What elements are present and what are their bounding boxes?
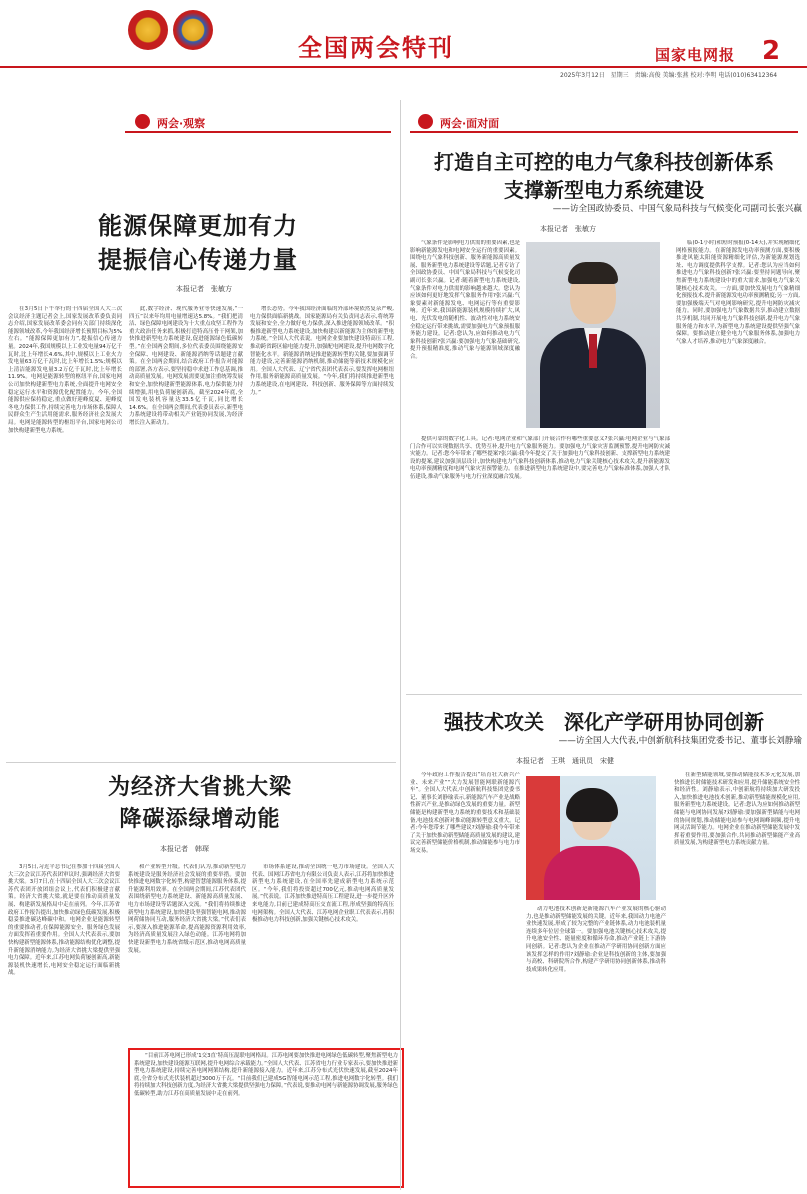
right-section-header [410, 113, 798, 133]
interview1-col1: 气象条件是影响电力供需的重要因素,也是影响新能源发电和电网安全运行的重要因素。围绕电力气象科技创新、服务新能源高质量发展、服务新型电力系统建设等话题,记者专访了全国政协委员、中国气象局科技与气候变化司副司长张兴赢。记者:随着新型电力系统建设,气象条件对电力供需的影响越来越大。您认为应该如何更好地发挥气象服务作用?张兴赢:气象要素对新能源发电、电网运行等有重要影响。近年来,我国新能源装机规模持续扩大,风电、光伏发电的随机性、波动性对电力系统安全稳定运行带来挑战,需要加强电力气象预报服务能力建设。记者:您认为,应如何推动电力气象科技创新?张兴赢:要加强电力气象基础研究,提升预报精准度,推动气象与能源领域深度融合。 [410, 240, 520, 360]
article2-col2: 和产业转型升级。代表们认为,推动新型电力系统建设是服务经济社会发展的重要举措。要加快推进电网数字化转型,构建智慧能源服务体系,提升能源利用效率。在全国两会期间,江苏代表团代表围绕新型电力系统建设、新能源高质量发展、电力市场建设等话题深入交流。“我们将持续推进新型电力系统建设,加快建设坚强智能电网,推动源网荷储协同互动,服务经济大省挑大梁。”代表们表示,要深入推进能源革命,提高能源资源利用效率,为经济高质量发展注入绿色动能。江苏电网将加快建设新型电力系统省级示范区,推动电网高质量发展。 [128, 864, 246, 954]
left-section-label: 两会·观察 [157, 117, 206, 130]
interview2-col1: 今年政府工作报告提出“培育壮大新兴产业、未来产业”“大力发展智能网联新能源汽车”。全国人大代表,中创新航科技集团党委书记、董事长刘静瑜表示,新能源汽车产业是战略性新兴产业,是推动绿色发展的重要力量。新型储能是构建新型电力系统的重要技术和基础装备,电池技术创新对推动能源转型意义重大。记者:今年您带来了哪些建议?刘静瑜:我今年带来了关于加快推动新型储能高质量发展的建议,建议完善新型储能价格机制,推动储能参与电力市场交易。 [410, 772, 520, 854]
article1-title-line1: 能源保障更加有力 [98, 211, 298, 240]
center-divider [400, 100, 401, 1190]
article1-col1: 在3月5日下午举行的十四届全国人大三次会议经济主题记者会上,国家发展改革委负责同志介绍,国家发展改革委会同有关部门持续深化能源领域改革,今年我国经济增长预期目标为5%左右。“能源保障更加有力”,提振信心传递力量。2024年,我国规模以上工业发电量94万亿千瓦时,比上年增长4.6%,其中,规模以上工业火力发电量63万亿千瓦时,比上年增长1.5%;规模以上清洁能源发电量3.2万亿千瓦时,比上年增长11.9%。电网是能源转型的枢纽平台,国家电网公司加快构建新型电力系统,全面提升电网安全稳定运行水平和资源优化配置能力。今年,全国能源供应保持稳定,重点做好迎峰度夏、迎峰度冬电力保供工作,持续完善电力市场体系,保障人民群众生产生活用能需求,服务经济社会发展大局。电网是能源转型的枢纽平台,国家电网公司加快构建新型电力系统。 [8, 306, 122, 434]
issue-weekday: 星期三 [610, 72, 629, 79]
article2-title-line2: 降碳添绿增动能 [119, 806, 281, 832]
banner-title: 全国两会特刊 [298, 34, 454, 62]
article1-col2: 此,数字经济、现代服务业等快速发展,“一四五”以来年均用电量增速达5.8%。“我们把清洁、绿色保障电网建设为十大重点攻坚工程作为重大政治任务来抓,积极打造特高压骨干网架,加快推进新型电力系统建设,促进能源绿色低碳转型。”在全国两会期间,多位代表委员围绕能源安全保障、电网建设、新能源消纳等话题建言献策。在全国两会期间,结合政府工作报告对能源的部署,各方表示,要坚持稳中求进工作总基调,推动高质量发展。电网发展需要更加注重统筹发展和安全,加快构建新型能源体系,电力保供能力持续增强,用电负荷屡创新高。截至2024年底,全国发电装机容量达33.5亿千瓦,同比增长14.6%。在全国两会期间,代表委员表示,新型电力系统建设将带动相关产业链协同发展,为经济增长注入新动力。 [129, 306, 243, 426]
article1-title-line2: 提振信心传递力量 [98, 245, 298, 274]
editor-credits: 责编:高俊 美编:张燕 校对:李明 电话(010)63412364 [634, 72, 778, 79]
issue-date: 2025年3月12日 [560, 72, 605, 79]
interview2-subtitle: ——访全国人大代表,中创新航科技集团党委书记、董事长刘静瑜 [558, 736, 802, 746]
interview2-col2: 动力电池技术创新是新能源汽车产业发展的核心驱动力,也是推动新型储能发展的关键。近年来,我国动力电池产业快速发展,形成了较为完整的产业链体系,动力电池装机量连续多年位居全球第一。要加强电池关键核心技术攻关,提升电池安全性、能量密度和循环寿命,推动产业链上下游协同创新。记者:您认为企业在推动产学研用协同创新方面应该发挥怎样的作用?刘静瑜:企业是科技创新的主体,要加强与高校、科研院所合作,构建产学研用协同创新体系,推动科技成果转化应用。 [526, 906, 666, 973]
article1-col3: 增长态势。今年我国经济面临的外部环境依然复杂严峻,电力保供面临新挑战。国家能源局有关负责同志表示,将统筹发展和安全,全力做好电力保供,深入推进能源领域改革。“积极推进新型电力系统建设,加快构建以新能源为主体的新型电力系统。”全国人大代表说。电网企业要加快建设特高压工程,推动跨省跨区输电能力提升,加强配电网建设,提升电网数字化智能化水平。新能源消纳是推进能源转型的关键,要加强调节能力建设,完善新能源消纳机制,推动储能等新技术规模化应用。全国人大代表、辽宁省代表团代表表示,要发挥电网枢纽作用,服务新能源高质量发展。“今年,我们将持续推进新型电力系统建设,在电网建设、科技创新、服务保障等方面持续发力。” [250, 306, 394, 396]
interview1-subtitle: ——访全国政协委员、中国气象局科技与气候变化司副司长张兴赢 [552, 204, 802, 214]
party-emblem-icon [128, 10, 168, 50]
left-divider [6, 762, 396, 763]
paper-name: 国家电网报 [655, 46, 736, 64]
right-divider [406, 694, 802, 695]
interviewee-photo [526, 242, 660, 428]
interview1-col2-bottom: 提供可靠的数字化工具。记者:电网企业和气象部门开展合作有哪些重要意义?张兴赢:电网企业与气象部门合作可以实现数据共享、优势互补,提升电力气象服务能力。要加强电力气象灾害监测预警,提升电网防灾减灾能力。记者:您今年带来了哪些提案?张兴赢:我今年提交了关于加强电力气象科技创新、支撑新型电力系统建设的提案,建议加强顶层设计,加快构建电力气象科技创新体系,推动电力气象关键核心技术攻关,提升新能源发电功率预测精度和电网气象灾害预警能力。在推进新型电力系统建设中,要完善电力气象标准体系,加强人才队伍建设,推动气象服务与电力行业深度融合发展。 [410, 436, 670, 480]
interview1-title-line1: 打造自主可控的电力气象科技创新体系 [434, 150, 774, 174]
highlighted-passage: “目前江苏电网已形成‘1交3直’特高压混联电网格局。江苏电网要加快推进电网绿色低碳转型,聚焦新型电力系统建设,加快建设能源互联网,提升电网综合承载能力。”全国人大代表、江苏省电力行业专家表示,要加快推进新型电力系统建设,持续完善电网网架结构,提升新能源接入能力。近年来,江苏分布式光伏快速发展,截至2024年底,全省分布式光伏装机超过3000万千瓦。“目前我们已建成5G智能电网示范工程,推进电网数字化转型。我们将持续加大科技创新力度,为经济大省挑大梁提供坚强电力保障。”代表说,要推动电网与新能源协调发展,服务绿色低碳转型,助力江苏在高质量发展中走在前列。 [128, 1048, 404, 1188]
right-section-mark-icon [418, 114, 433, 129]
interview1-col3: 临(0-1小时)和短时预报(0-14天),并实现精细化网格预报能力。在新能源发电功率预测方面,要积极推进风能太阳能资源精细化评估,为新能源规划选址、电力调度提供科学支撑。记者:您认为应当如何推进电力气象科技创新?张兴赢:要坚持问题导向,聚焦新型电力系统建设中的重大需求,加强电力气象关键核心技术攻关。一方面,要加快发展电力气象精细化预报技术,提升新能源发电功率预测精度;另一方面,要加强极端天气对电网影响研究,提升电网防灾减灾能力。同时,要加强电力气象数据共享,推动建立数据共享机制,共同开展电力气象科技创新,提升电力气象服务能力和水平,为新型电力系统建设提供坚强气象保障。要推动建立健全电力气象服务体系,加强电力气象人才培养,推动电力气象深度融合。 [676, 240, 800, 345]
article2-title-line1: 为经济大省挑大梁 [107, 774, 292, 800]
right-section-label: 两会·面对面 [440, 117, 500, 130]
interview2-byline: 本报记者 王琪 通讯员 宋健 [516, 757, 614, 765]
interview2-title: 强技术攻关 深化产学研用协同创新 [444, 710, 764, 734]
interview1-title-line2: 支撑新型电力系统建设 [504, 178, 704, 202]
article2-col3: 市场体系建设,推动全国统一电力市场建设。全国人大代表、国网江苏省电力有限公司负责人表示,江苏将加快推进新型电力系统建设,在全国率先建成新型电力系统示范区。“今年,我们将投资超过700亿元,推动电网高质量发展。”代表说。江苏加快推进特高压工程建设,进一步提升区外来电能力,目前已建成特高压交直流工程,形成坚强的特高压电网架构。全国人大代表、江苏电网企业职工代表表示,将积极推动电力科技创新,加强关键核心技术攻关。 [252, 864, 394, 924]
article2-byline: 本报记者 韩琛 [160, 845, 209, 853]
interviewee2-photo [526, 776, 656, 900]
article2-col1: 3月5日,习近平总书记在参加十四届全国人大三次会议江苏代表团审议时,强调经济大省要挑大梁。3月7日,在十四届全国人大三次会议江苏代表团开放团组会议上,代表们积极建言献策。经济大省挑大梁,就是要在推动高质量发展、构建新发展格局中走在前列。今年,江苏省政府工作报告提出,加快推动绿色低碳发展,积极稳妥推进碳达峰碳中和。电网企业是能源转型的重要推动者,在保障能源安全、服务绿色发展方面发挥着重要作用。全国人大代表表示,要加快构建新型能源体系,推动能源结构优化调整,提升新能源消纳能力,为经济大省挑大梁提供坚强电力保障。近年来,江苏电网负荷屡创新高,新能源装机快速增长,电网安全稳定运行面临新挑战。 [8, 864, 120, 977]
interview2-col3: 在新型储能领域,要推动储能技术多元化发展,加快推进长时储能技术研发和应用,提升储能系统安全性和经济性。刘静瑜表示,中创新航将持续加大研发投入,加快推进电池技术创新,推动新型储能规模化应用,服务新型电力系统建设。记者:您认为应如何推动新型储能与电网协同发展?刘静瑜:要加强新型储能与电网的协同规划,推动储能电站参与电网调峰调频,提升电网灵活调节能力。电网企业在推动新型储能发展中发挥着重要作用,要加强合作,共同推动新型储能产业高质量发展,为构建新型电力系统贡献力量。 [674, 772, 800, 847]
page-number: 2 [762, 36, 781, 66]
article1-byline: 本报记者 张敏方 [176, 285, 232, 293]
left-section-header [125, 113, 391, 133]
cppcc-emblem-icon [173, 10, 213, 50]
header-rule [0, 66, 807, 68]
left-section-mark-icon [135, 114, 150, 129]
interview1-byline: 本报记者 张敏方 [540, 225, 596, 233]
